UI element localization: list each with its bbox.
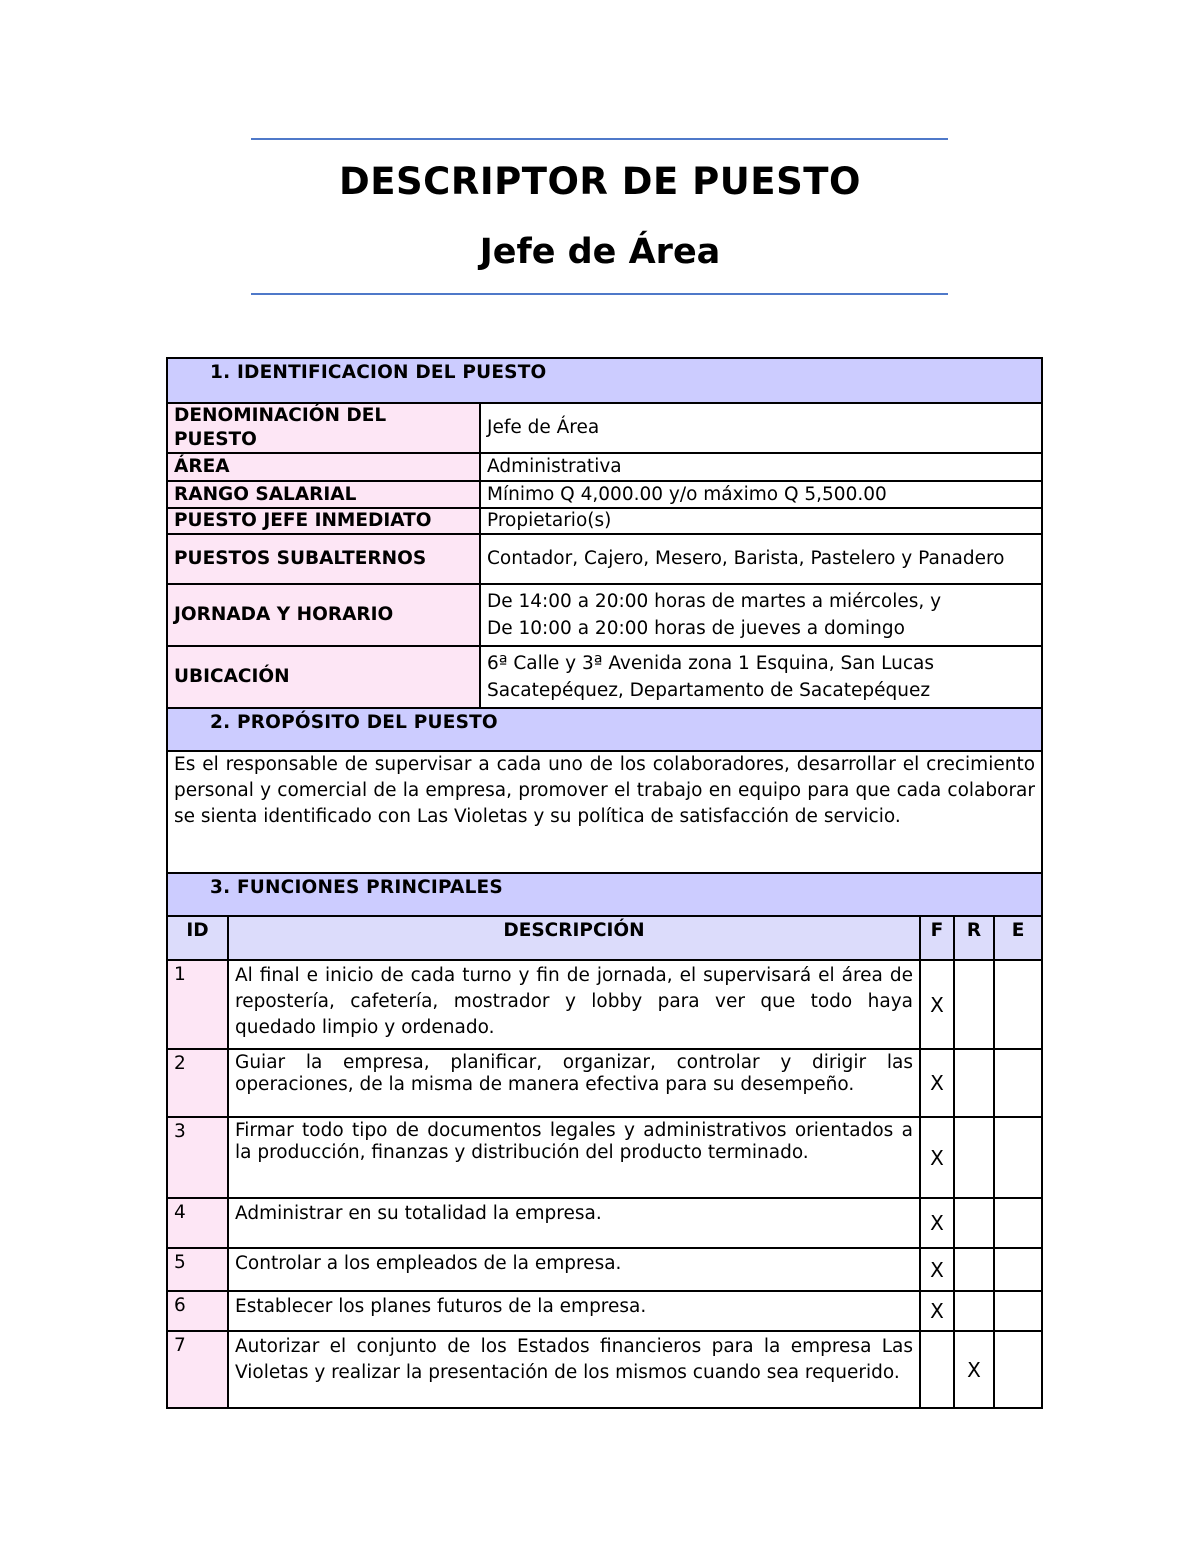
table-row xyxy=(167,1248,1042,1291)
info-row xyxy=(167,646,1042,708)
frequency-f-mark: X xyxy=(920,1248,954,1291)
title-rule-top xyxy=(251,138,948,140)
frequency-r-mark xyxy=(954,1248,994,1291)
job-descriptor-table xyxy=(166,357,1043,1409)
frequency-e-mark xyxy=(994,960,1042,1049)
info-value: Administrativa xyxy=(480,453,1042,481)
section-funciones-heading: 3. FUNCIONES PRINCIPALES xyxy=(167,873,1042,916)
function-description: Guiar la empresa, planificar, organizar, controlar y dirigir las operaciones, de la misma de manera efectiva para su desempeño. xyxy=(228,1049,920,1117)
function-id: 4 xyxy=(167,1198,228,1248)
info-value: 6ª Calle y 3ª Avenida zona 1 Esquina, San Lucas Sacatepéquez, Departamento de Sacatepéquez xyxy=(480,646,1042,708)
info-row xyxy=(167,403,1042,453)
function-description: Administrar en su totalidad la empresa. xyxy=(228,1198,920,1248)
column-header-f: F xyxy=(920,916,954,960)
frequency-r-mark: X xyxy=(954,1331,994,1408)
frequency-e-mark xyxy=(994,1198,1042,1248)
info-label: ÁREA xyxy=(167,453,480,481)
info-value: Contador, Cajero, Mesero, Barista, Pastelero y Panadero xyxy=(480,534,1042,584)
frequency-f-mark: X xyxy=(920,1049,954,1117)
info-label: UBICACIÓN xyxy=(167,646,480,708)
info-label: PUESTO JEFE INMEDIATO xyxy=(167,508,480,534)
info-label: DENOMINACIÓN DEL PUESTO xyxy=(167,403,480,453)
column-header-r: R xyxy=(954,916,994,960)
table-row xyxy=(167,1117,1042,1198)
info-value: Mínimo Q 4,000.00 y/o máximo Q 5,500.00 xyxy=(480,481,1042,508)
frequency-f-mark: X xyxy=(920,1117,954,1198)
info-row xyxy=(167,534,1042,584)
info-label: JORNADA Y HORARIO xyxy=(167,584,480,646)
function-id: 7 xyxy=(167,1331,228,1408)
table-row xyxy=(167,1331,1042,1408)
info-row xyxy=(167,481,1042,508)
function-id: 6 xyxy=(167,1291,228,1331)
frequency-r-mark xyxy=(954,1291,994,1331)
function-id: 2 xyxy=(167,1049,228,1117)
info-value xyxy=(480,584,1042,646)
function-description: Controlar a los empleados de la empresa. xyxy=(228,1248,920,1291)
purpose-text: Es el responsable de supervisar a cada uno de los colaboradores, desarrollar el crecimiento personal y comercial de la empresa, promover el trabajo en equipo para que cada colaborar se sienta identificado con Las Violetas y su política de satisfacción de servicio. xyxy=(167,751,1042,873)
frequency-r-mark xyxy=(954,960,994,1049)
frequency-r-mark xyxy=(954,1198,994,1248)
function-id: 1 xyxy=(167,960,228,1049)
section-identificacion-heading: 1. IDENTIFICACION DEL PUESTO xyxy=(167,358,1042,403)
document-title: DESCRIPTOR DE PUESTO xyxy=(339,160,861,203)
info-row xyxy=(167,508,1042,534)
frequency-e-mark xyxy=(994,1117,1042,1198)
info-value: Jefe de Área xyxy=(480,403,1042,453)
schedule-line: De 10:00 a 20:00 horas de jueves a domingo xyxy=(487,618,905,639)
frequency-r-mark xyxy=(954,1117,994,1198)
frequency-e-mark xyxy=(994,1049,1042,1117)
frequency-e-mark xyxy=(994,1248,1042,1291)
schedule-line: De 14:00 a 20:00 horas de martes a miércoles, y xyxy=(487,591,942,612)
column-header-id: ID xyxy=(167,916,228,960)
title-rule-bottom xyxy=(251,293,948,295)
table-row xyxy=(167,1291,1042,1331)
info-label: PUESTOS SUBALTERNOS xyxy=(167,534,480,584)
frequency-f-mark xyxy=(920,1331,954,1408)
table-row xyxy=(167,1198,1042,1248)
info-value: Propietario(s) xyxy=(480,508,1042,534)
function-description: Autorizar el conjunto de los Estados financieros para la empresa Las Violetas y realizar la presentación de los mismos cuando sea requerido. xyxy=(228,1331,920,1408)
column-header-description: DESCRIPCIÓN xyxy=(228,916,920,960)
column-header-e: E xyxy=(994,916,1042,960)
function-id: 5 xyxy=(167,1248,228,1291)
info-label: RANGO SALARIAL xyxy=(167,481,480,508)
frequency-f-mark: X xyxy=(920,960,954,1049)
frequency-r-mark xyxy=(954,1049,994,1117)
frequency-e-mark xyxy=(994,1331,1042,1408)
table-row xyxy=(167,1049,1042,1117)
function-id: 3 xyxy=(167,1117,228,1198)
frequency-f-mark: X xyxy=(920,1291,954,1331)
info-row xyxy=(167,584,1042,646)
functions-header-row xyxy=(167,916,1042,960)
document-subtitle: Jefe de Área xyxy=(479,232,721,272)
info-row xyxy=(167,453,1042,481)
function-description: Al final e inicio de cada turno y fin de jornada, el supervisará el área de repostería, cafetería, mostrador y lobby para ver que todo haya quedado limpio y ordenado. xyxy=(228,960,920,1049)
function-description: Establecer los planes futuros de la empresa. xyxy=(228,1291,920,1331)
frequency-f-mark: X xyxy=(920,1198,954,1248)
function-description: Firmar todo tipo de documentos legales y administrativos orientados a la producción, finanzas y distribución del producto terminado. xyxy=(228,1117,920,1198)
table-row xyxy=(167,960,1042,1049)
section-proposito-heading: 2. PROPÓSITO DEL PUESTO xyxy=(167,708,1042,751)
frequency-e-mark xyxy=(994,1291,1042,1331)
